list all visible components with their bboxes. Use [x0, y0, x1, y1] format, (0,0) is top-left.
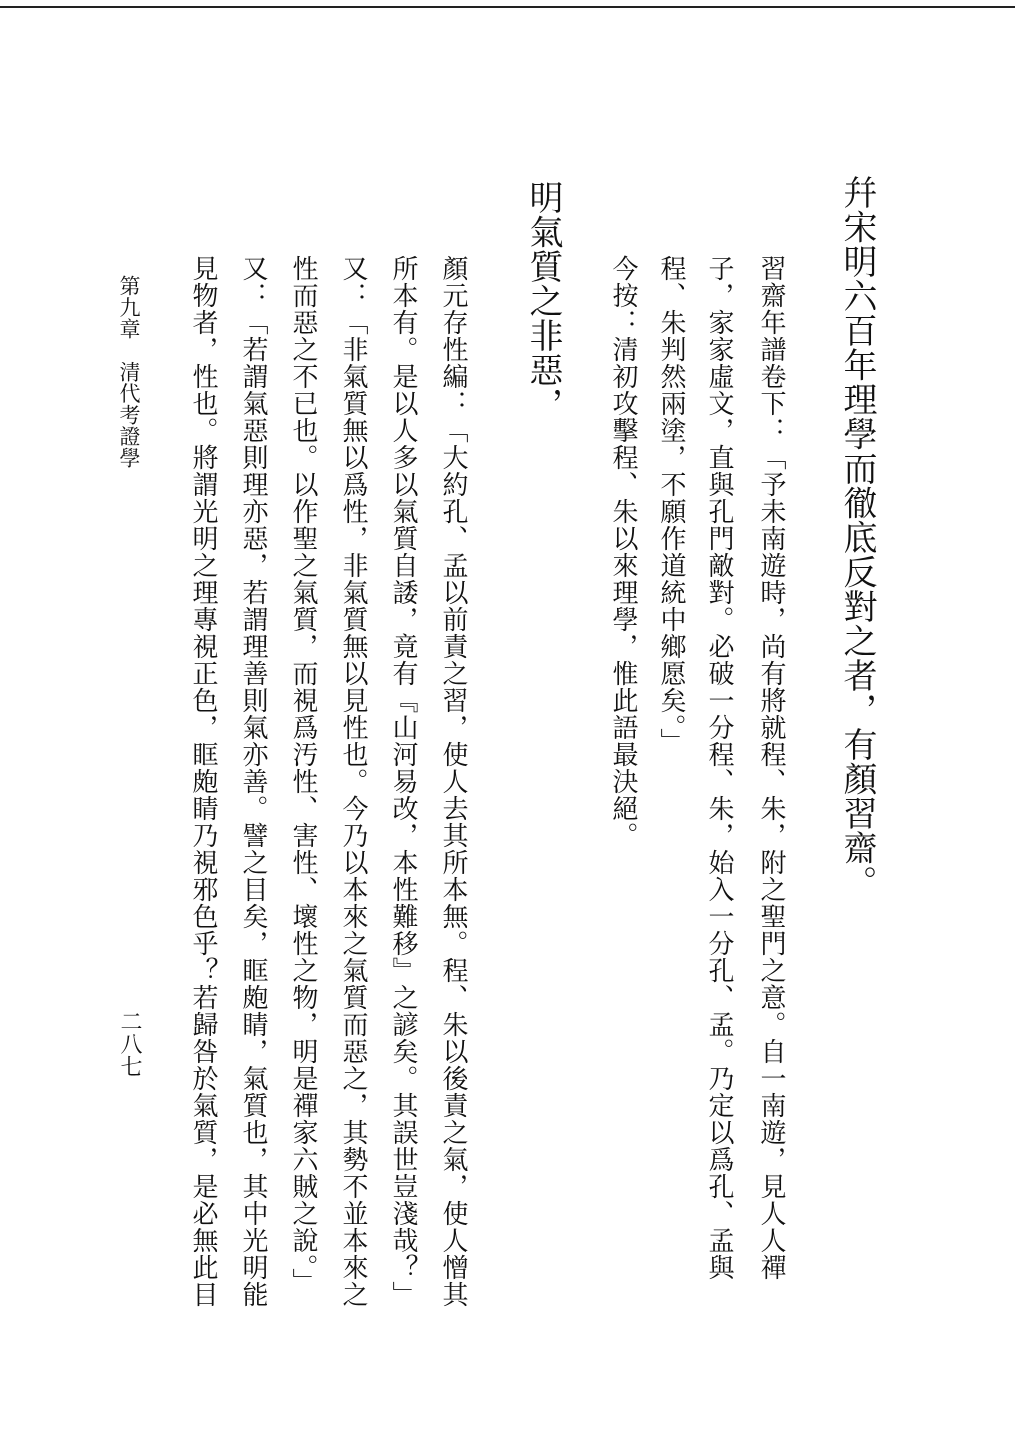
- section-heading-column: 幷宋明六百年理學而徹底反對之者，有顏習齋。: [837, 175, 877, 900]
- text-column: 今按：清初攻擊程、朱以來理學，惟此語最決絕。: [608, 255, 638, 849]
- text-column: 又：「非氣質無以爲性，非氣質無以見性也。今乃以本來之氣質而惡之，其勢不並本來之: [338, 255, 368, 1308]
- text-column: 習齋年譜卷下：「予未南遊時，尚有將就程、朱，附之聖門之意。自一南遊，見人人禪: [756, 255, 786, 1281]
- text-column: 程、朱判然兩塗，不願作道統中鄉愿矣。」: [656, 255, 686, 755]
- chapter-footer: 第九章 清代考證學: [117, 275, 141, 469]
- text-column: 所本有。是以人多以氣質自諉，竟有『山河易改，本性難移』之諺矣。其誤世豈淺哉？」: [388, 255, 418, 1308]
- text-column: 又：「若謂氣惡則理亦惡，若謂理善則氣亦善。譬之目矣，眶皰睛，氣質也，其中光明能: [238, 255, 268, 1308]
- text-column: 顏元存性編：「大約孔、孟以前責之習，使人去其所本無。程、朱以後責之氣，使人憎其: [438, 255, 468, 1308]
- top-rule: [0, 6, 1015, 8]
- text-column: 性而惡之不已也。以作聖之氣質，而視爲汚性、害性、壞性之物，明是禪家六賊之說。」: [288, 255, 318, 1295]
- text-column: 子，家家虛文，直與孔門敵對。必破一分程、朱，始入一分孔、孟。乃定以爲孔、孟與: [704, 255, 734, 1281]
- section-heading-column: 明氣質之非惡，: [523, 180, 563, 422]
- text-column: 見物者，性也。將謂光明之理專視正色，眶皰睛乃視邪色乎？若歸咎於氣質，是必無此目: [188, 255, 218, 1308]
- page-number: 二八七: [117, 1010, 142, 1078]
